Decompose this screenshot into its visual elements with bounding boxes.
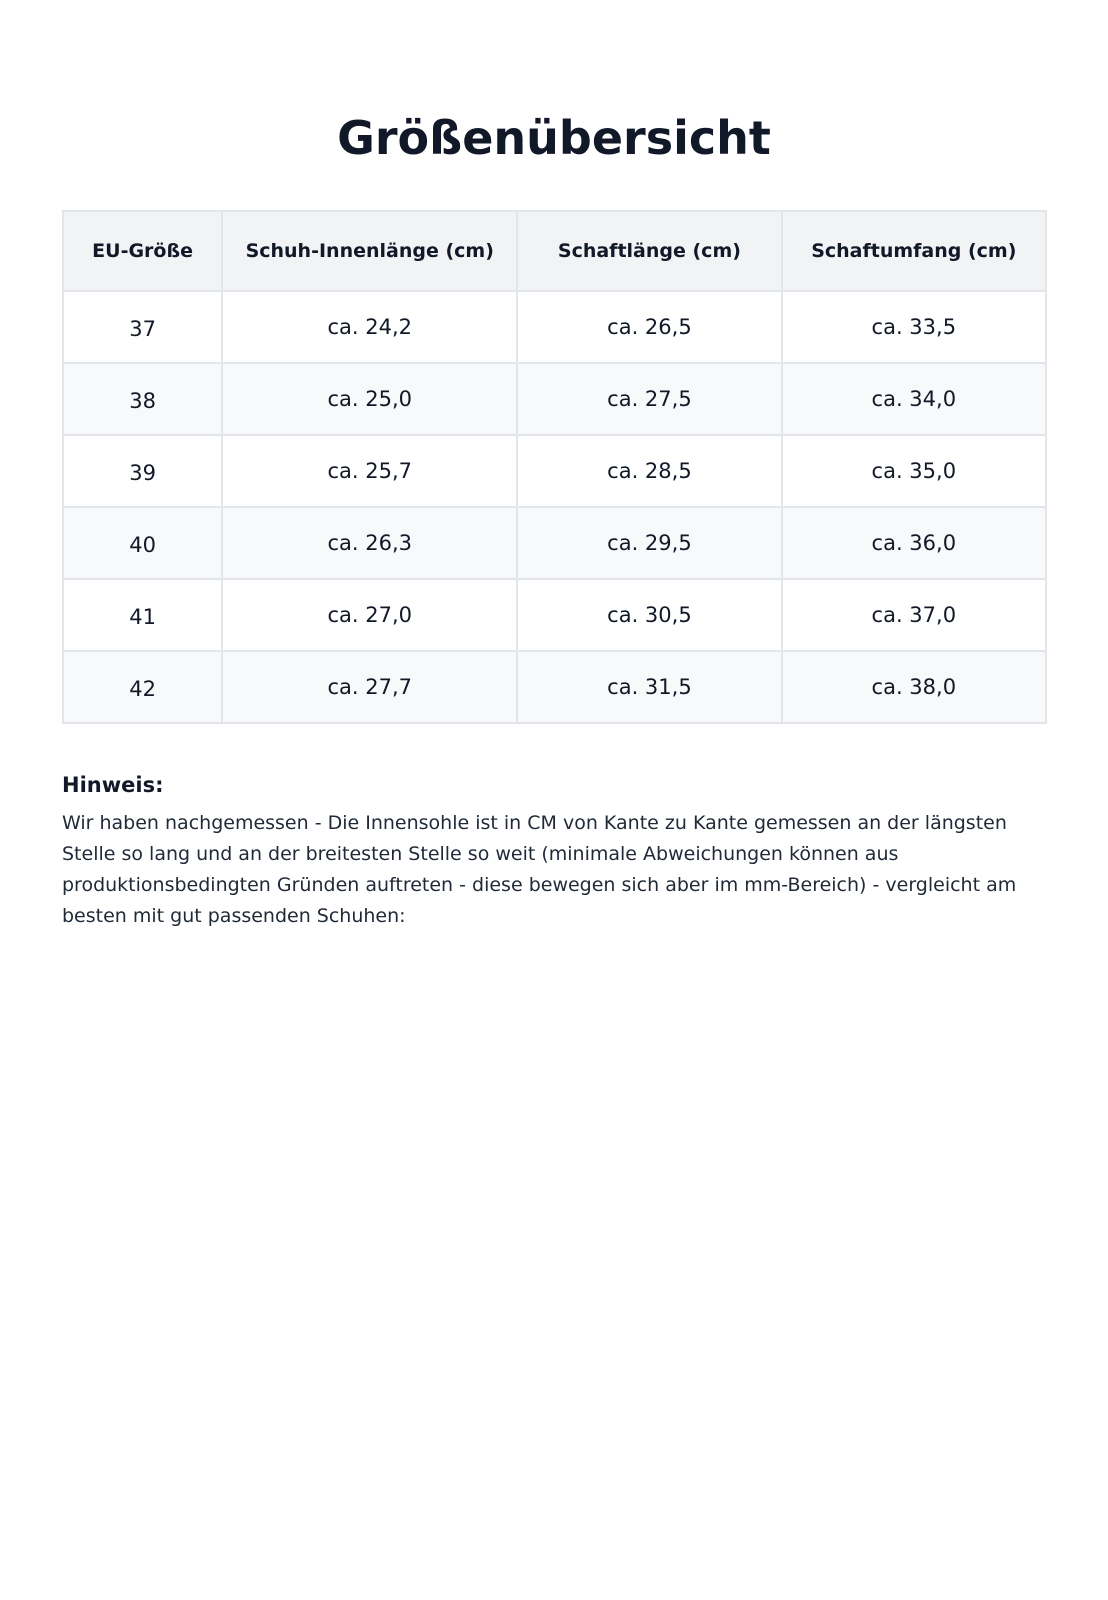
inner-length-cell: ca. 27,7 xyxy=(222,651,517,723)
note-section xyxy=(62,770,1052,932)
inner-length-cell: ca. 27,0 xyxy=(222,579,517,651)
column-header-shaft-length: Schaftlänge (cm) xyxy=(517,211,781,291)
eu-size-cell: 37 xyxy=(63,291,222,363)
eu-size-cell: 41 xyxy=(63,579,222,651)
page-title: Größenübersicht xyxy=(337,111,771,165)
table-header-row xyxy=(63,211,1046,291)
eu-size-cell: 40 xyxy=(63,507,222,579)
shaft-circumference-cell: ca. 35,0 xyxy=(782,435,1046,507)
shaft-length-cell: ca. 26,5 xyxy=(517,291,781,363)
inner-length-cell: ca. 25,7 xyxy=(222,435,517,507)
table-row xyxy=(63,651,1046,723)
eu-size-cell: 42 xyxy=(63,651,222,723)
shaft-circumference-cell: ca. 33,5 xyxy=(782,291,1046,363)
inner-length-cell: ca. 26,3 xyxy=(222,507,517,579)
column-header-eu-size: EU-Größe xyxy=(63,211,222,291)
note-text: Wir haben nachgemessen - Die Innensohle ist in CM von Kante zu Kante gemessen an der längsten Stelle so lang und an der breitesten Stelle so weit (minimale Abweichungen können aus produktionsbedingten Gründen auftreten - diese bewegen sich aber im mm-Bereich) - vergleicht am besten mit gut passenden Schuhen: xyxy=(62,812,1017,927)
column-header-shaft-circumference: Schaftumfang (cm) xyxy=(782,211,1046,291)
shaft-length-cell: ca. 27,5 xyxy=(517,363,781,435)
eu-size-cell: 39 xyxy=(63,435,222,507)
note-heading: Hinweis: xyxy=(62,773,164,797)
table-row xyxy=(63,579,1046,651)
shaft-length-cell: ca. 29,5 xyxy=(517,507,781,579)
table-row xyxy=(63,507,1046,579)
table-row xyxy=(63,435,1046,507)
shaft-circumference-cell: ca. 34,0 xyxy=(782,363,1046,435)
shaft-length-cell: ca. 28,5 xyxy=(517,435,781,507)
shaft-circumference-cell: ca. 36,0 xyxy=(782,507,1046,579)
inner-length-cell: ca. 24,2 xyxy=(222,291,517,363)
size-table xyxy=(62,210,1047,724)
shaft-length-cell: ca. 30,5 xyxy=(517,579,781,651)
eu-size-cell: 38 xyxy=(63,363,222,435)
shaft-circumference-cell: ca. 37,0 xyxy=(782,579,1046,651)
table-row xyxy=(63,363,1046,435)
inner-length-cell: ca. 25,0 xyxy=(222,363,517,435)
table-row xyxy=(63,291,1046,363)
shaft-length-cell: ca. 31,5 xyxy=(517,651,781,723)
shaft-circumference-cell: ca. 38,0 xyxy=(782,651,1046,723)
column-header-inner-length: Schuh-Innenlänge (cm) xyxy=(222,211,517,291)
